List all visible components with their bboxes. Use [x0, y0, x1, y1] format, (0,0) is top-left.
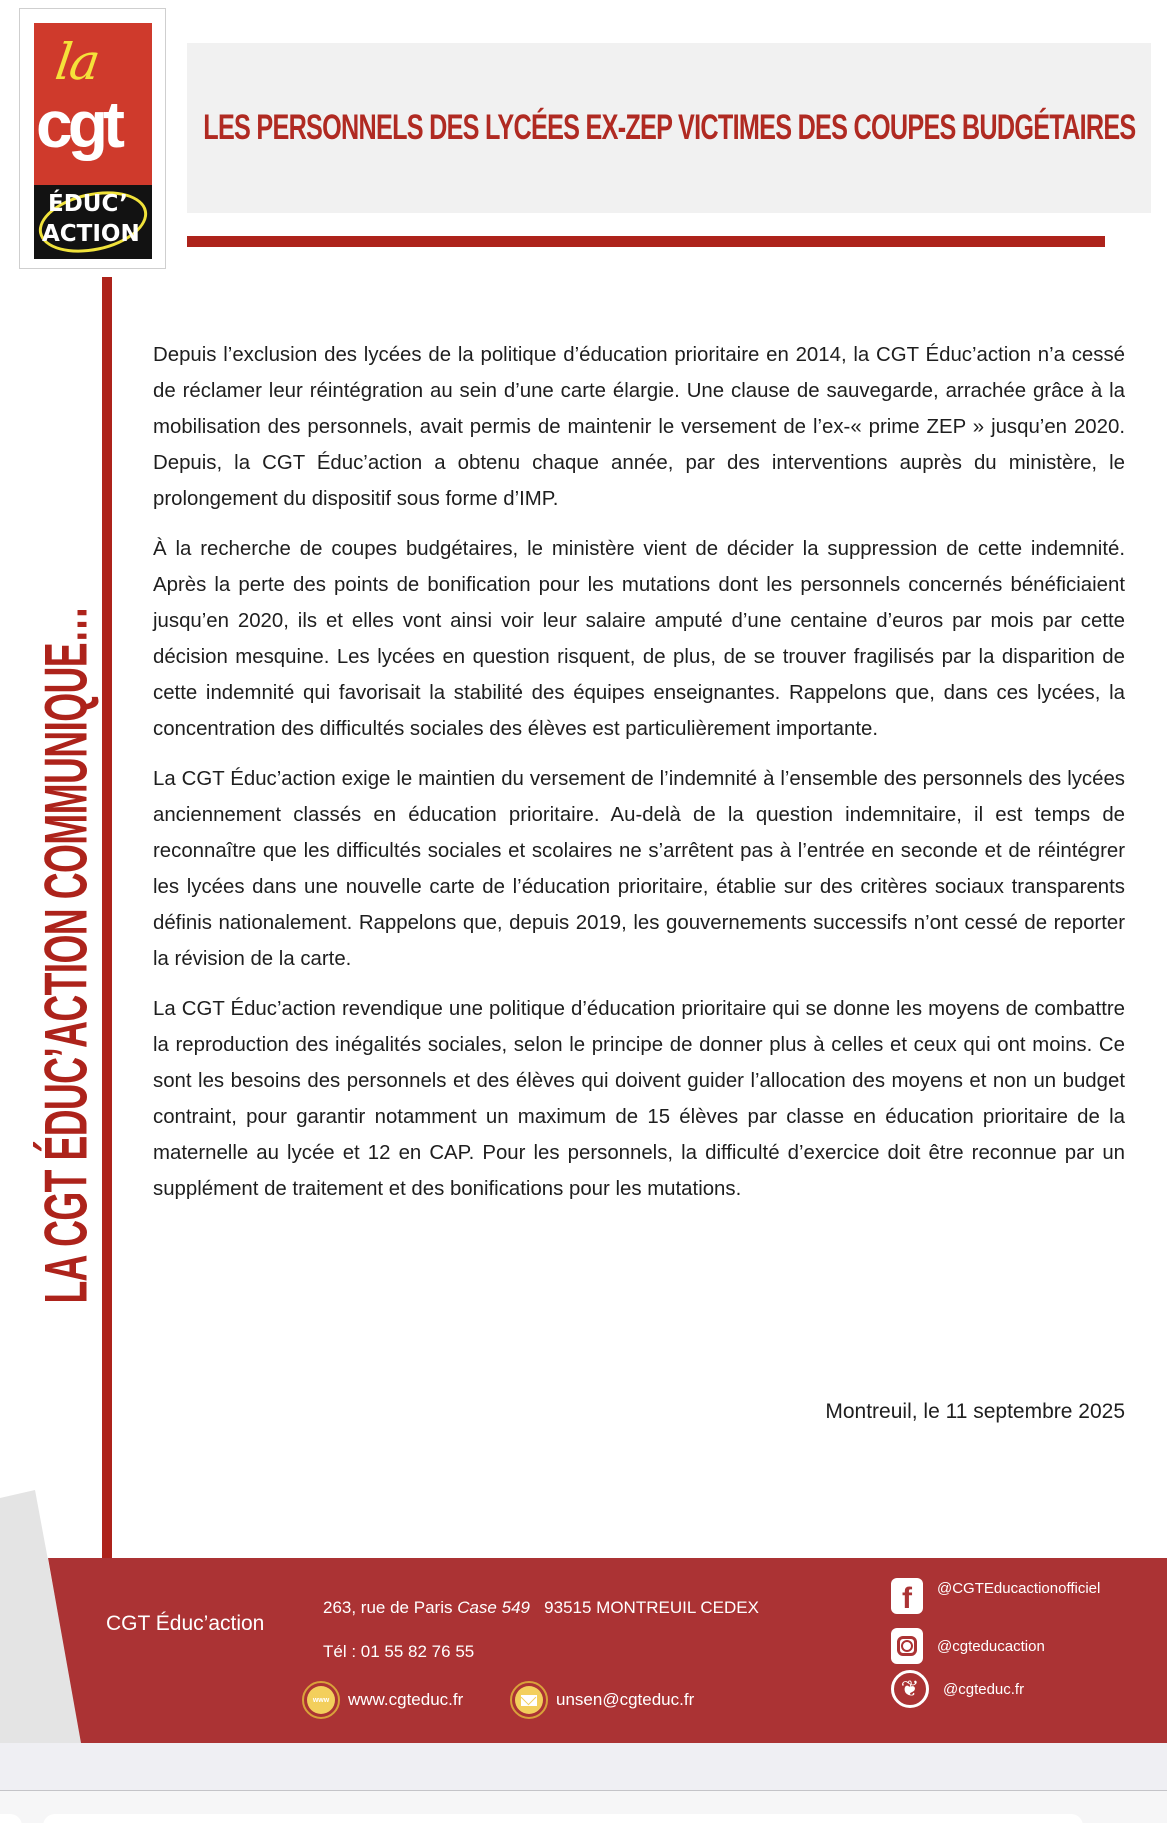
facebook-handle[interactable]: @CGTEducactionofficiel	[937, 1579, 1101, 1597]
viewer-bottom-bar	[0, 1743, 1167, 1791]
social-facebook[interactable]	[891, 1578, 1100, 1614]
instagram-icon	[891, 1628, 923, 1664]
footer-org-name: CGT Éduc’action	[106, 1612, 265, 1635]
viewer-address-field[interactable]	[43, 1814, 1083, 1823]
footer-phone: Tél : 01 55 82 76 55	[323, 1642, 475, 1661]
email-link[interactable]	[510, 1681, 694, 1719]
logo-black-block	[34, 185, 152, 259]
logo-cgt-text: cgt	[36, 87, 120, 161]
facebook-icon: f	[891, 1578, 923, 1614]
logo-red-block	[34, 23, 152, 185]
web-globe-icon: www	[302, 1681, 340, 1719]
title-banner	[187, 43, 1151, 213]
page-title: LES PERSONNELS DES LYCÉES EX-ZEP VICTIMES DES COUPES BUDGÉTAIRES	[202, 108, 1136, 147]
butterfly-icon: ❦	[891, 1670, 929, 1708]
address-case: Case 549	[457, 1598, 530, 1617]
paragraph: À la recherche de coupes budgétaires, le ministère vient de décider la suppression de cette indemnité. Après la perte des points de bonification pour les mutations dont les personnels concernés bénéficiaient jusqu’en 2020, ils et elles vont ainsi voir leur salaire amputé d’une centaine d’euros par mois par cette décision mesquine. Les lycées en question risquent, de plus, de se trouver fragilisés par la disparition de cette indemnité qui favorisait la stabilité des équipes enseignantes. Rappelons que, dans ces lycées, la concentration des difficultés sociales des élèves est particulièrement importante.	[153, 538, 1125, 740]
side-vertical-rule	[102, 277, 112, 1560]
website-text[interactable]: www.cgteduc.fr	[348, 1690, 464, 1709]
title-divider	[187, 236, 1105, 247]
logo-action-text: ACTION	[42, 221, 140, 247]
logo-la-text: la	[51, 33, 102, 91]
cgt-educaction-logo	[19, 8, 166, 269]
instagram-handle[interactable]: @cgteducaction	[937, 1637, 1045, 1655]
logo-educ-text: ÉDUC’	[48, 191, 128, 217]
press-release-body	[153, 337, 1125, 1221]
bluesky-handle[interactable]: @cgteduc.fr	[943, 1680, 1025, 1698]
social-bluesky[interactable]	[891, 1670, 1024, 1708]
website-link[interactable]	[302, 1681, 463, 1719]
email-text[interactable]: unsen@cgteduc.fr	[556, 1690, 695, 1709]
footer-address	[323, 1598, 759, 1618]
paragraph: La CGT Éduc’action exige le maintien du versement de l’indemnité à l’ensemble des personnels des lycées anciennement classés en éducation prioritaire. Au-delà de la question indemnitaire, il est temps de reconnaître que les difficultés sociales et scolaires ne s’arrêtent pas à l’entrée en seconde et de réintégrer les lycées dans une nouvelle carte de l’éducation prioritaire, établie sur des critères sociaux transparents définis nationalement. Rappelons que, depuis 2019, les gouvernements successifs n’ont cessé de reporter la révision de la carte.	[153, 768, 1125, 970]
side-banner	[32, 565, 100, 1345]
side-banner-text: LA CGT ÉDUC’ACTION COMMUNIQUE…	[32, 606, 100, 1304]
address-city: 93515 MONTREUIL CEDEX	[544, 1598, 759, 1617]
place-and-date: Montreuil, le 11 septembre 2025	[825, 1400, 1125, 1423]
address-street: 263, rue de Paris	[323, 1598, 453, 1617]
paragraph: La CGT Éduc’action revendique une politique d’éducation prioritaire qui se donne les moyens de combattre la reproduction des inégalités sociales, selon le principe de donner plus à celles et ceux qui ont moins. Ce sont les besoins des personnels et des élèves qui doivent guider l’allocation des moyens et non un budget contraint, pour garantir notamment un maximum de 15 élèves par classe en éducation prioritaire de la maternelle au lycée et 12 en CAP. Pour les personnels, la difficulté d’exercice doit être reconnue par un supplément de traitement et des bonifications pour les mutations.	[153, 998, 1125, 1200]
mail-envelope-icon	[510, 1681, 548, 1719]
paragraph: Depuis l’exclusion des lycées de la politique d’éducation prioritaire en 2014, la CGT Éduc’action n’a cessé de réclamer leur réintégration au sein d’une carte élargie. Une clause de sauvegarde, arrachée grâce à la mobilisation des personnels, avait permis de maintenir le versement de l’ex-« prime ZEP » jusqu’en 2020. Depuis, la CGT Éduc’action a obtenu chaque année, par des interventions auprès du ministère, le prolongement du dispositif sous forme d’IMP.	[153, 344, 1125, 510]
social-instagram[interactable]	[891, 1628, 1045, 1664]
